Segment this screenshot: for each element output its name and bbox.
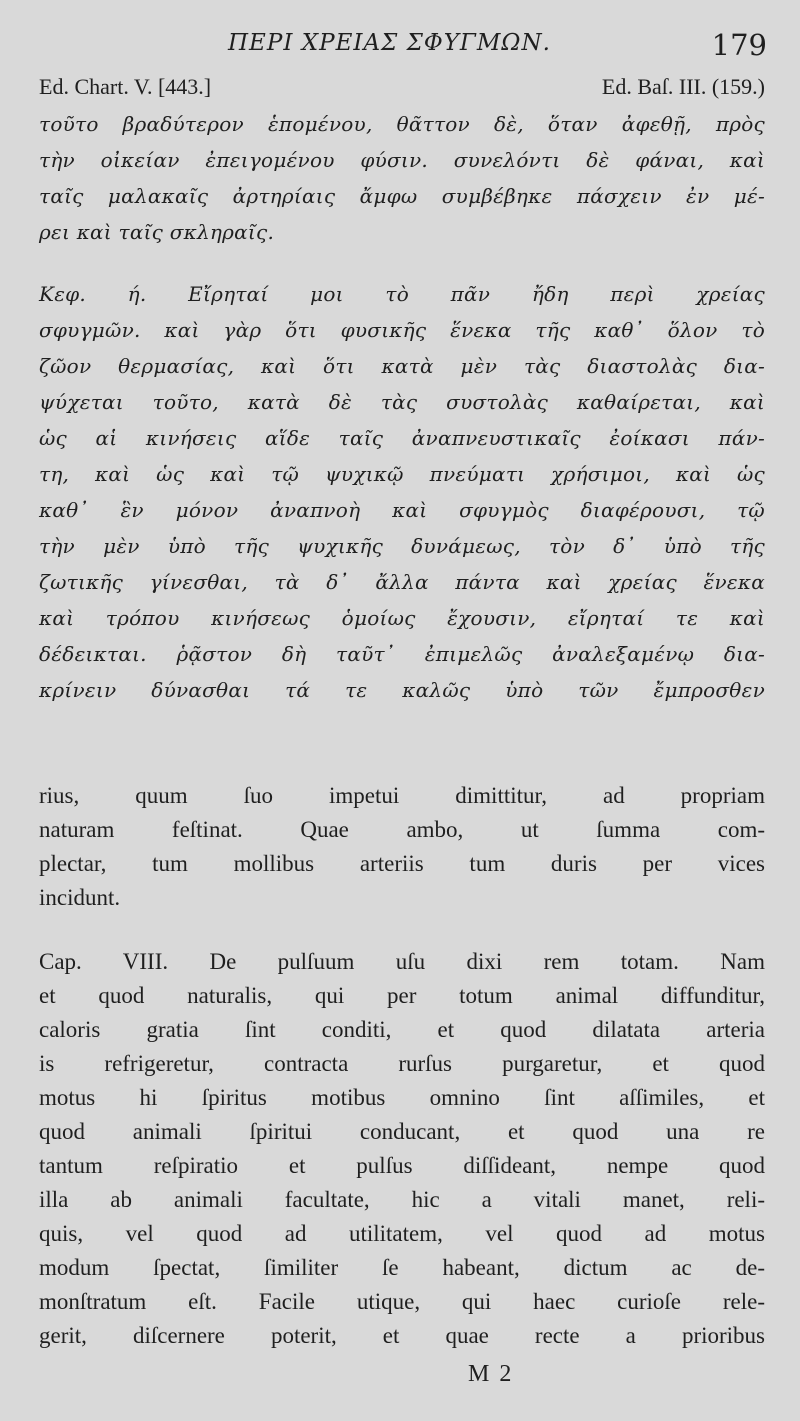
latin-line: gerit, diſcernere poterit, et quae recte a prioribus	[39, 1323, 765, 1348]
latin-paragraph-2	[39, 945, 765, 1353]
latin-line: motus hi ſpiritus motibus omnino ſint aſſimiles, et	[39, 1085, 765, 1110]
greek-paragraph-1	[39, 106, 765, 250]
latin-line: monſtratum eſt. Facile utique, qui haec curioſe rele-	[39, 1289, 765, 1314]
latin-line: quod animali ſpiritui conducant, et quod una re	[39, 1119, 765, 1144]
greek-line: Κεφ. ή. Εἴρηταί μοι τὸ πᾶν ἤδη περὶ χρείας	[39, 282, 765, 306]
greek-line: ρει καὶ ταῖς σκληραῖς.	[39, 220, 275, 244]
latin-paragraph-1	[39, 779, 765, 915]
running-title: ΠΕΡΙ ΧΡΕΙΑΣ ΣΦΥΓΜΩΝ.	[228, 30, 551, 56]
greek-line: δέδεικται. ῥᾷστον δὴ ταῦτ᾽ ἐπιμελῶς ἀναλεξαμένῳ δια-	[39, 642, 765, 666]
latin-line: modum ſpectat, ſimiliter ſe habeant, dictum ac de-	[39, 1255, 765, 1280]
edition-references	[39, 74, 765, 104]
greek-line: καθ᾽ ἓν μόνον ἀναπνοὴ καὶ σφυγμὸς διαφέρουσι, τῷ	[39, 498, 765, 522]
latin-line: illa ab animali facultate, hic a vitali manet, reli-	[39, 1187, 765, 1212]
latin-line: et quod naturalis, qui per totum animal diffunditur,	[39, 983, 765, 1008]
greek-line: τὴν οἰκείαν ἐπειγομένου φύσιν. συνελόντι δὲ φάναι, καὶ	[39, 148, 765, 172]
latin-line: quis, vel quod ad utilitatem, vel quod ad motus	[39, 1221, 765, 1246]
greek-line: ζῶον θερμασίας, καὶ ὅτι κατὰ μὲν τὰς διαστολὰς δια-	[39, 354, 765, 378]
latin-line: caloris gratia ſint conditi, et quod dilatata arteria	[39, 1017, 765, 1042]
latin-line: naturam feſtinat. Quae ambo, ut ſumma com-	[39, 817, 765, 842]
greek-line: ψύχεται τοῦτο, κατὰ δὲ τὰς συστολὰς καθαίρεται, καὶ	[39, 390, 765, 414]
greek-line: τοῦτο βραδύτερον ἑπομένου, θᾶττον δὲ, ὅταν ἀφεθῇ, πρὸς	[39, 112, 765, 136]
running-head	[0, 28, 800, 68]
paragraph-spacer	[39, 915, 765, 945]
greek-line: κρίνειν δύνασθαι τά τε καλῶς ὑπὸ τῶν ἔμπροσθεν	[39, 678, 765, 702]
greek-paragraph-2	[39, 276, 765, 708]
greek-line: ζωτικῆς γίνεσθαι, τὰ δ᾽ ἄλλα πάντα καὶ χρείας ἕνεκα	[39, 570, 765, 594]
greek-line: τὴν μὲν ὑπὸ τῆς ψυχικῆς δυνάμεως, τὸν δ᾽ ὑπὸ τῆς	[39, 534, 765, 558]
greek-line: σφυγμῶν. καὶ γὰρ ὅτι φυσικῆς ἕνεκα τῆς καθ᾽ ὅλον τὸ	[39, 318, 765, 342]
latin-line: is refrigeretur, contracta rurſus purgaretur, et quod	[39, 1051, 765, 1076]
greek-line: ὡς αἱ κινήσεις αἵδε ταῖς ἀναπνευστικαῖς ἐοίκασι πάν-	[39, 426, 765, 450]
latin-line: incidunt.	[39, 885, 121, 910]
greek-text	[39, 106, 765, 708]
latin-line: Cap. VIII. De pulſuum uſu dixi rem totam. Nam	[39, 949, 765, 974]
paragraph-spacer	[39, 250, 765, 276]
signature-mark: M 2	[468, 1361, 514, 1387]
latin-line: tantum reſpiratio et pulſus diſſideant, nempe quod	[39, 1153, 765, 1178]
page-number: 179	[711, 28, 767, 62]
greek-line: τη, καὶ ὡς καὶ τῷ ψυχικῷ πνεύματι χρήσιμοι, καὶ ὡς	[39, 462, 765, 486]
greek-line: ταῖς μαλακαῖς ἀρτηρίαις ἄμφω συμβέβηκε πάσχειν ἐν μέ-	[39, 184, 765, 208]
greek-line: καὶ τρόπου κινήσεως ὁμοίως ἔχουσιν, εἴρηταί τε καὶ	[39, 606, 765, 630]
latin-line: plectar, tum mollibus arteriis tum duris per vices	[39, 851, 765, 876]
edition-ref-left: Ed. Chart. V. [443.]	[39, 74, 212, 99]
latin-text	[39, 779, 765, 1353]
latin-line: rius, quum ſuo impetui dimittitur, ad propriam	[39, 783, 765, 808]
edition-ref-right: Ed. Baſ. III. (159.)	[601, 74, 765, 99]
